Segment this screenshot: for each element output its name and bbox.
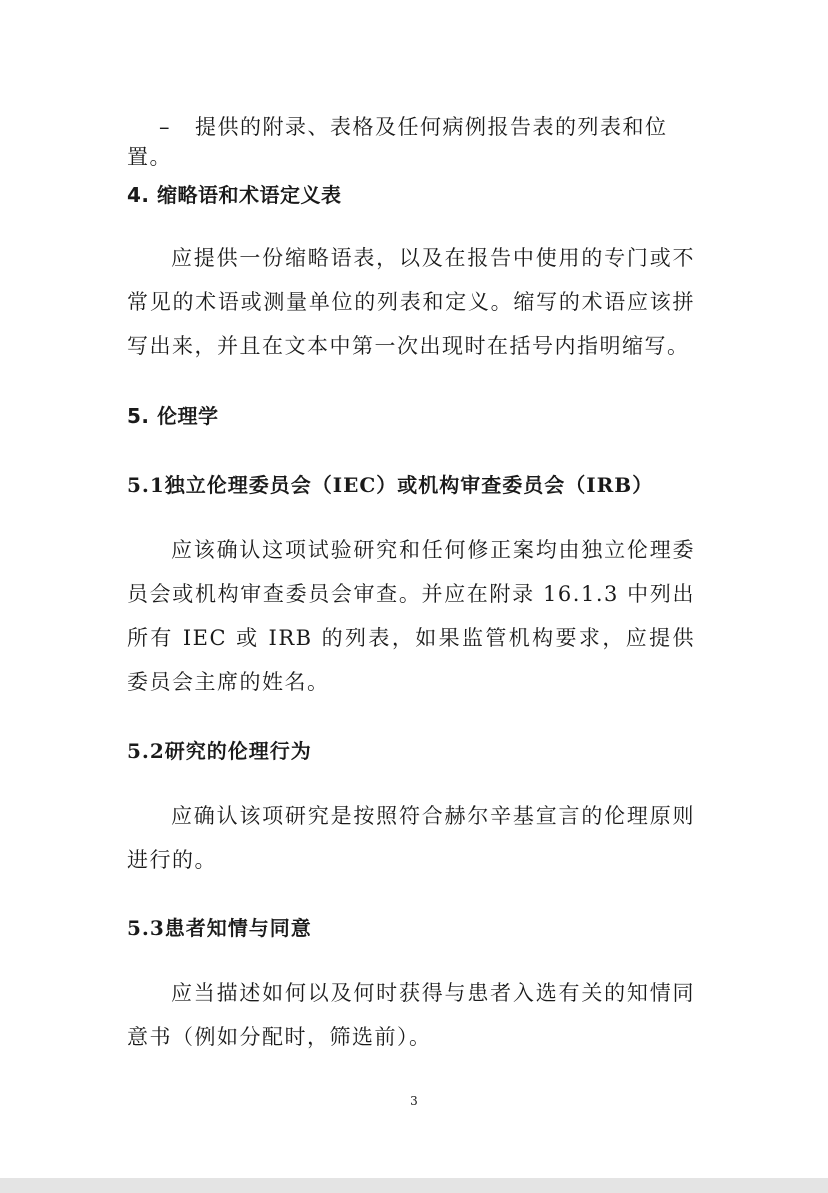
section-4-body-block xyxy=(127,236,695,368)
section-4-heading-block xyxy=(127,180,695,210)
bullet-line xyxy=(127,112,695,172)
section-5-1-paragraph: 应该确认这项试验研究和任何修正案均由独立伦理委员会或机构审查委员会审查。并应在附录 16.1.3 中列出所有 IEC 或 IRB 的列表，如果监管机构要求，应提供委员会主席的姓名。 xyxy=(127,538,695,694)
section-5-heading-block xyxy=(127,401,695,431)
section-5-3-paragraph: 应当描述如何以及何时获得与患者入选有关的知情同意书（例如分配时，筛选前）。 xyxy=(127,981,695,1049)
bullet-dash: – xyxy=(159,115,171,139)
section-5-2-paragraph: 应确认该项研究是按照符合赫尔辛基宣言的伦理原则进行的。 xyxy=(127,804,695,872)
section-5-3-heading: 5.3患者知情与同意 xyxy=(127,916,312,940)
viewer-bottom-strip xyxy=(0,1178,828,1193)
section-5-2-heading: 5.2研究的伦理行为 xyxy=(127,739,312,763)
bullet-item xyxy=(127,112,695,172)
section-4-heading: 4. 缩略语和术语定义表 xyxy=(127,183,342,207)
section-5-1-heading-block xyxy=(127,470,695,500)
section-5-2-body-block xyxy=(127,794,695,882)
page-number: 3 xyxy=(410,1094,418,1108)
bullet-text: 提供的附录、表格及任何病例报告表的列表和位置。 xyxy=(127,115,668,169)
section-5-heading: 5. 伦理学 xyxy=(127,404,219,428)
section-5-1-heading: 5.1独立伦理委员会（IEC）或机构审查委员会（IRB） xyxy=(127,473,654,497)
section-5-3-body-block xyxy=(127,971,695,1059)
section-5-2-heading-block xyxy=(127,736,695,766)
section-5-3-heading-block xyxy=(127,913,695,943)
section-5-1-body-block xyxy=(127,528,695,704)
section-4-paragraph: 应提供一份缩略语表，以及在报告中使用的专门或不常见的术语或测量单位的列表和定义。缩写的术语应该拼写出来，并且在文本中第一次出现时在括号内指明缩写。 xyxy=(127,246,695,358)
